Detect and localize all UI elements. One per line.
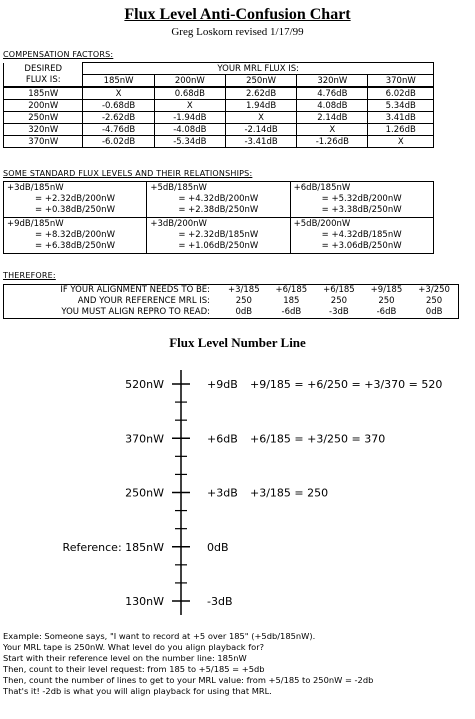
- table-cell: X: [154, 100, 225, 112]
- relationship-line: = +4.32dB/185nW: [321, 230, 402, 240]
- table-cell: X: [368, 136, 434, 148]
- relationship-line: = +3.38dB/250nW: [321, 205, 402, 215]
- table-cell: 6.02dB: [368, 87, 434, 100]
- column-header: 320nW: [297, 75, 368, 88]
- table-cell: X: [225, 112, 296, 124]
- relationship-line: = +2.32dB/185nW: [178, 230, 259, 240]
- table-cell: -3.41dB: [225, 136, 296, 148]
- table-cell: 250: [330, 296, 348, 306]
- relationship-line: = +5.32dB/200nW: [321, 194, 402, 204]
- therefore-heading: THEREFORE:: [3, 271, 56, 280]
- table-cell: 0dB: [235, 307, 253, 317]
- number-line-left-label: 130nW: [125, 595, 164, 608]
- table-cell: 250: [425, 296, 443, 306]
- relationship-line: = +8.32dB/200nW: [35, 230, 115, 240]
- relationship-head: +9dB/185nW: [7, 219, 64, 229]
- table-cell: -2.14dB: [225, 124, 296, 136]
- desired-label-2: FLUX IS:: [4, 75, 83, 88]
- table-cell: 3.41dB: [368, 112, 434, 124]
- table-cell: +6/185: [323, 285, 355, 295]
- column-header: 370nW: [368, 75, 434, 88]
- relationship-head: +6dB/185nW: [293, 183, 351, 193]
- table-cell: 250: [235, 296, 252, 306]
- table-cell: 4.08dB: [297, 100, 368, 112]
- table-cell: X: [83, 87, 154, 100]
- table-cell: -6.02dB: [83, 136, 154, 148]
- number-line-note: +9/185 = +6/250 = +3/370 = 520: [250, 378, 443, 391]
- number-line-left-label: 520nW: [125, 378, 164, 391]
- table-cell: +3/250: [418, 285, 450, 295]
- number-line-db-label: 0dB: [207, 540, 229, 554]
- row-label: 200nW: [4, 100, 83, 112]
- relationship-line: = +2.38dB/250nW: [178, 205, 259, 215]
- column-header: 200nW: [154, 75, 225, 88]
- example-line: Example: Someone says, "I want to record at +5 over 185" (+5db/185nW).: [3, 631, 316, 641]
- row-label: 370nW: [4, 136, 83, 148]
- number-line-left-label: 250nW: [125, 486, 164, 500]
- table-cell: -1.94dB: [154, 112, 225, 124]
- relationship-head: +5dB/185nW: [150, 183, 207, 193]
- table-cell: -1.26dB: [297, 136, 368, 148]
- column-header: 185nW: [83, 75, 154, 88]
- row-label: 320nW: [4, 124, 83, 136]
- relationship-head: +5dB/200nW: [293, 219, 351, 229]
- example-line: That's it! -2db is what you will align playback for using that MRL.: [3, 686, 272, 696]
- relationship-head: +3dB/185nW: [7, 183, 64, 193]
- relationship-line: = +6.38dB/250nW: [35, 241, 115, 251]
- relationship-line: = +0.38dB/250nW: [35, 205, 115, 215]
- relationship-line: = +1.06dB/250nW: [178, 241, 259, 251]
- table-cell: -4.08dB: [154, 124, 225, 136]
- number-line-db-label: -3dB: [207, 595, 233, 608]
- table-cell: 2.62dB: [225, 87, 296, 100]
- example-text: [3, 631, 471, 697]
- table-cell: +3/185: [227, 285, 260, 295]
- mrl-label: YOUR MRL FLUX IS:: [83, 63, 434, 75]
- number-line-note: +3/185 = 250: [250, 486, 329, 500]
- number-line-left-label: 370nW: [125, 432, 164, 446]
- number-line-note: +6/185 = +3/250 = 370: [250, 432, 386, 446]
- relationship-line: = +4.32dB/200nW: [178, 194, 259, 204]
- table-cell: -6dB: [281, 307, 302, 317]
- table-cell: -0.68dB: [83, 100, 154, 112]
- table-cell: 2.14dB: [297, 112, 368, 124]
- table-cell: +6/185: [275, 285, 308, 295]
- table-cell: 1.26dB: [368, 124, 434, 136]
- relationship-head: +3dB/200nW: [150, 219, 207, 229]
- relationships-heading: SOME STANDARD FLUX LEVELS AND THEIR RELATIONSHIPS:: [3, 169, 253, 178]
- example-line: Start with their reference level on the number line: 185nW: [3, 653, 247, 663]
- column-header: 250nW: [225, 75, 296, 88]
- table-cell: 250: [378, 296, 395, 306]
- table-cell: 5.34dB: [368, 100, 434, 112]
- number-line-left-label: Reference: 185nW: [62, 540, 164, 554]
- table-cell: -3dB: [329, 307, 349, 317]
- table-cell: -6dB: [376, 307, 397, 317]
- relationship-line: = +2.32dB/200nW: [35, 194, 115, 204]
- table-cell: -5.34dB: [154, 136, 225, 148]
- example-line: Then, count to their level request: from 185 to +5/185 = +5db: [3, 664, 265, 674]
- number-line-db-label: +3dB: [207, 486, 238, 500]
- table-cell: -2.62dB: [83, 112, 154, 124]
- page-title: Flux Level Anti-Confusion Chart: [124, 6, 351, 23]
- number-line-title: Flux Level Number Line: [169, 335, 306, 350]
- number-line-db-label: +6dB: [207, 432, 238, 446]
- row-label: AND YOUR REFERENCE MRL IS:: [77, 296, 211, 306]
- table-cell: X: [297, 124, 368, 136]
- table-cell: +9/185: [370, 285, 403, 295]
- example-line: Then, count the number of lines to get to your MRL value: from +5/185 to 250nW = -2db: [3, 675, 374, 685]
- table-cell: 0dB: [425, 307, 443, 317]
- table-cell: 4.76dB: [297, 87, 368, 100]
- number-line-db-label: +9dB: [207, 378, 238, 391]
- row-label: 185nW: [4, 87, 83, 100]
- table-cell: 1.94dB: [225, 100, 296, 112]
- table-cell: 185: [283, 296, 300, 306]
- row-label: IF YOUR ALIGNMENT NEEDS TO BE:: [60, 285, 211, 295]
- example-line: Your MRL tape is 250nW. What level do you align playback for?: [3, 642, 265, 652]
- desired-label: DESIRED: [4, 63, 83, 75]
- relationship-line: = +3.06dB/250nW: [321, 241, 402, 251]
- table-cell: -4.76dB: [83, 124, 154, 136]
- table-cell: 0.68dB: [154, 87, 225, 100]
- compensation-heading: COMPENSATION FACTORS:: [3, 50, 114, 59]
- author-line: Greg Loskorn revised 1/17/99: [171, 26, 304, 38]
- row-label: 250nW: [4, 112, 83, 124]
- row-label: YOU MUST ALIGN REPRO TO READ:: [61, 307, 211, 317]
